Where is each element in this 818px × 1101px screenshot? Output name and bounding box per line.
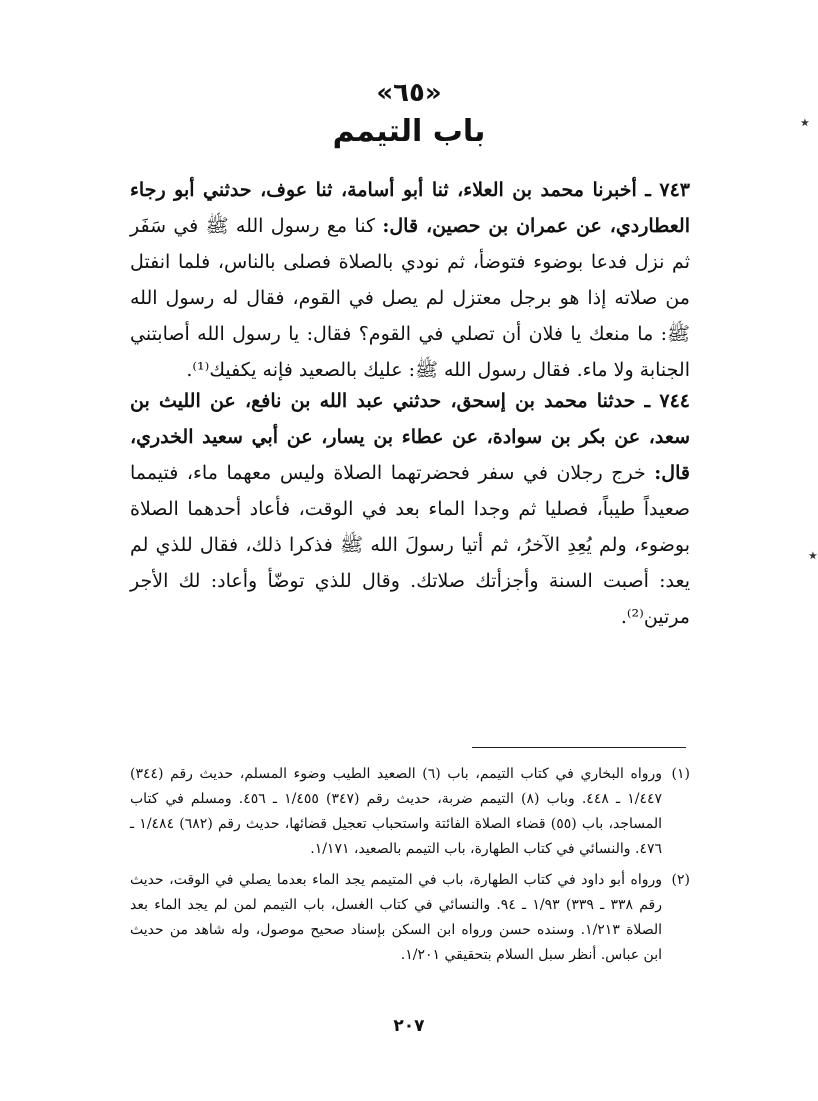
margin-mark-top: ٭ bbox=[800, 112, 810, 133]
footnote-ref-2: ⁽²⁾. bbox=[620, 606, 644, 628]
hadith-743 bbox=[130, 172, 690, 388]
section-number: «٦٥» bbox=[376, 78, 442, 108]
hadith-744 bbox=[130, 383, 690, 635]
chapter-title: باب التيمم bbox=[332, 114, 486, 149]
margin-mark-middle: ٭ bbox=[808, 545, 818, 566]
footnote-1 bbox=[130, 762, 690, 862]
hadith-743-chain: ٧٤٣ ـ أخبرنا محمد بن العلاء، ثنا أبو أسامة، ثنا عوف، حدثني أبو رجاء العطاردي، عن عمران بن حصين، قال: bbox=[130, 179, 690, 237]
hadith-744-chain: ٧٤٤ ـ حدثنا محمد بن إسحق، حدثني عبد الله بن نافع، عن الليث بن سعد، عن بكر بن سوادة، عن عطاء بن يسار، عن أبي سعيد الخدري، قال: bbox=[130, 390, 690, 484]
footnote-2 bbox=[130, 868, 690, 968]
footnote-text: ورواه البخاري في كتاب التيمم، باب (٦) الصعيد الطيب وضوء المسلم، حديث رقم (٣٤٤) ١/٤٤٧ ـ ٤٤٨. وباب (٨) التيمم ضربة، حديث رقم (٣٤٧) ١/٤٥٥ ـ ٤٥٦. ومسلم في كتاب المساجد، باب (٥٥) قضاء الصلاة الفائتة واستحباب تعجيل قضائها، حديث رقم (٦٨٢) ١/٤٨٤ ـ ٤٧٦. والنسائي في كتاب الطهارة، باب التيمم بالصعيد، ١/١٧١. bbox=[130, 766, 662, 857]
hadith-743-text: كنا مع رسول الله ﷺ في سَفَر ثم نزل فدعا بوضوء فتوضأ، ثم نودي بالصلاة فصلى بالناس، فلما انفتل من صلاته إذا هو برجل معتزل لم يصل في القوم، فقال له رسول الله ﷺ: ما منعك يا فلان أن تصلي في القوم؟ فقال: يا رسول الله أصابتني الجنابة ولا ماء. فقال رسول الله ﷺ: عليك بالصعيد فإنه يكفيك bbox=[130, 215, 690, 381]
footnote-ref-1: ⁽¹⁾. bbox=[186, 359, 210, 381]
hadith-744-text: خرج رجلان في سفر فحضرتهما الصلاة وليس معهما ماء، فتيمما صعيداً طيباً، فصليا ثم وجدا الماء بعد في الوقت، فأعاد أحدهما الصلاة بوضوء، ولم يُعِدِ الآخرُ، ثم أتيا رسولَ الله ﷺ فذكرا ذلك، فقال للذي لم يعد: أصبت السنة وأجزأتك صلاتك. وقال للذي توضّأ وأعاد: لك الأجر مرتين bbox=[130, 462, 690, 628]
footnote-number: (٢) bbox=[671, 872, 690, 888]
footnote-number: (١) bbox=[671, 766, 690, 782]
footnote-text: ورواه أبو داود في كتاب الطهارة، باب في المتيمم يجد الماء بعدما يصلي في الوقت، حديث رقم ٣٣٨ ـ ٣٣٩) ١/٩٣ ـ ٩٤. والنسائي في كتاب الغسل، باب التيمم لمن لم يجد الماء بعد الصلاة ١/٢١٣. وسنده حسن ورواه ابن السكن بإسناد صحيح موصول، وله شاهد من حديث ابن عباس. أنظر سبل السلام بتحقيقي ١/٢٠١. bbox=[130, 872, 662, 963]
footnote-divider bbox=[472, 747, 686, 748]
page-number: ٢٠٧ bbox=[393, 1016, 425, 1036]
footnotes bbox=[130, 762, 690, 968]
